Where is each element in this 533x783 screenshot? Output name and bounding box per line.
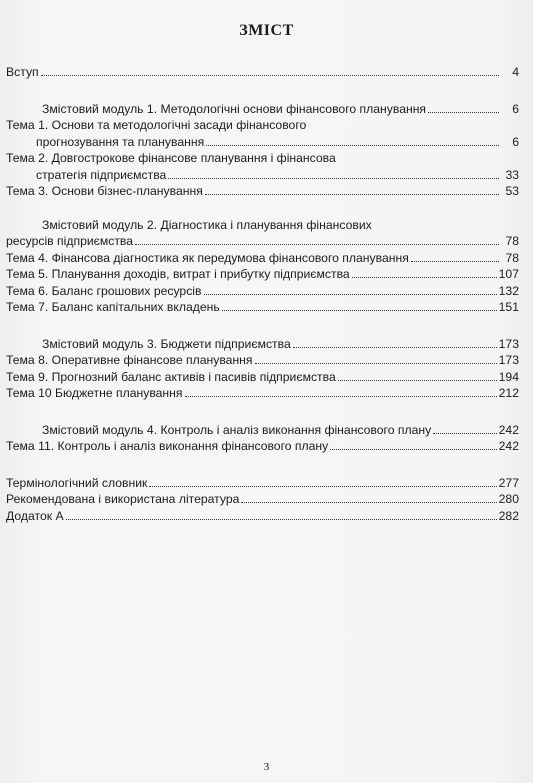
dot-leader bbox=[206, 135, 499, 146]
toc-entry-text: Додаток А bbox=[6, 508, 64, 523]
toc-entry-text: Тема 4. Фінансова діагностика як передумова фінансового планування bbox=[6, 250, 409, 265]
toc-page-number: 78 bbox=[505, 234, 519, 248]
toc-entry-literature bbox=[6, 491, 519, 508]
toc-module-heading: Змістовий модуль 3. Бюджети підприємства bbox=[42, 336, 291, 351]
dot-leader bbox=[293, 337, 497, 348]
page-number: 3 bbox=[263, 761, 270, 773]
toc-entry-text: Тема 10 Бюджетне планування bbox=[6, 386, 183, 400]
toc-module-heading: Змістовий модуль 1. Методологічні основи фінансового планування bbox=[42, 101, 427, 116]
dot-leader bbox=[185, 386, 497, 397]
dot-leader bbox=[66, 509, 497, 520]
toc-page-number: 33 bbox=[505, 167, 519, 182]
toc-page-number: 6 bbox=[512, 134, 519, 149]
toc-entry-theme-6 bbox=[6, 283, 519, 300]
dot-leader bbox=[168, 168, 499, 179]
toc-entry-text: Термінологічний словник bbox=[6, 475, 148, 490]
toc-entry-text: прогнозування та планування bbox=[36, 134, 205, 149]
toc-page-number: 242 bbox=[498, 422, 519, 437]
toc-entry-theme-1-line-1: Тема 1. Основи та методологічні засади фінансового bbox=[6, 118, 307, 132]
toc-page-number: 4 bbox=[512, 65, 519, 79]
toc-entry-appendix bbox=[6, 508, 519, 525]
toc-entry-intro bbox=[6, 64, 519, 81]
dot-leader bbox=[411, 251, 499, 262]
dot-leader bbox=[352, 267, 497, 278]
toc-entry-theme-5 bbox=[6, 266, 519, 283]
toc-entry-theme-9 bbox=[6, 369, 519, 386]
dot-leader bbox=[255, 353, 497, 364]
toc-entry-glossary bbox=[6, 475, 519, 492]
toc-entry-text: стратегія підприємства bbox=[36, 167, 167, 182]
toc-module-2 bbox=[6, 233, 519, 250]
toc-entry-theme-8 bbox=[6, 352, 519, 369]
dot-leader bbox=[149, 476, 496, 487]
dot-leader bbox=[41, 65, 499, 76]
toc-entry-text: Рекомендована і використана література bbox=[6, 492, 240, 506]
table-of-contents bbox=[6, 64, 519, 524]
toc-page-number: 212 bbox=[498, 386, 519, 400]
toc-page-number: 277 bbox=[498, 475, 519, 490]
toc-page-number: 107 bbox=[498, 267, 519, 281]
toc-entry-theme-11 bbox=[6, 438, 519, 455]
toc-entry-theme-2 bbox=[6, 167, 519, 184]
dot-leader bbox=[433, 423, 496, 434]
toc-page-number: 151 bbox=[498, 300, 519, 314]
toc-entry-text: Тема 11. Контроль і аналіз виконання фінансового плану bbox=[6, 439, 329, 453]
toc-entry-theme-4 bbox=[6, 250, 519, 267]
toc-page-number: 194 bbox=[498, 369, 519, 384]
toc-page-number: 53 bbox=[505, 184, 519, 198]
toc-module-heading: Змістовий модуль 4. Контроль і аналіз виконання фінансового плану bbox=[42, 422, 432, 437]
toc-entry-theme-7 bbox=[6, 299, 519, 316]
toc-page-number: 6 bbox=[512, 101, 519, 116]
dot-leader bbox=[330, 439, 496, 450]
dot-leader bbox=[222, 300, 497, 311]
toc-entry-text: Тема 5. Планування доходів, витрат і прибутку підприємства bbox=[6, 267, 350, 281]
toc-page-number: 78 bbox=[505, 250, 519, 265]
toc-entry-theme-10 bbox=[6, 385, 519, 402]
toc-page-number: 280 bbox=[498, 492, 519, 506]
page-title: ЗМІСТ bbox=[239, 22, 294, 39]
toc-module-4 bbox=[6, 422, 519, 439]
dot-leader bbox=[204, 284, 497, 295]
toc-entry-theme-3 bbox=[6, 183, 519, 200]
dot-leader bbox=[338, 370, 497, 381]
toc-module-heading: ресурсів підприємства bbox=[6, 234, 134, 248]
dot-leader bbox=[428, 102, 499, 113]
toc-entry-theme-1 bbox=[6, 134, 519, 151]
toc-entry-text: Тема 3. Основи бізнес-планування bbox=[6, 184, 203, 198]
toc-page-number: 242 bbox=[498, 439, 519, 453]
dot-leader bbox=[205, 184, 499, 195]
toc-page-number: 132 bbox=[498, 283, 519, 298]
toc-module-1 bbox=[6, 101, 519, 118]
toc-entry-text: Вступ bbox=[6, 65, 39, 79]
toc-entry-text: Тема 8. Оперативне фінансове планування bbox=[6, 353, 253, 367]
toc-entry-theme-2-line-1: Тема 2. Довгострокове фінансове планування і фінансова bbox=[6, 151, 336, 165]
toc-entry-text: Тема 9. Прогнозний баланс активів і пасивів підприємства bbox=[6, 369, 336, 384]
toc-page-number: 282 bbox=[498, 508, 519, 523]
toc-module-3 bbox=[6, 336, 519, 353]
dot-leader bbox=[241, 492, 496, 503]
dot-leader bbox=[135, 234, 499, 245]
toc-page-number: 173 bbox=[498, 353, 519, 367]
toc-module-2-line-1: Змістовий модуль 2. Діагностика і планування фінансових bbox=[42, 217, 372, 232]
toc-entry-text: Тема 7. Баланс капітальних вкладень bbox=[6, 300, 220, 314]
toc-page-number: 173 bbox=[498, 336, 519, 351]
toc-entry-text: Тема 6. Баланс грошових ресурсів bbox=[6, 283, 202, 298]
